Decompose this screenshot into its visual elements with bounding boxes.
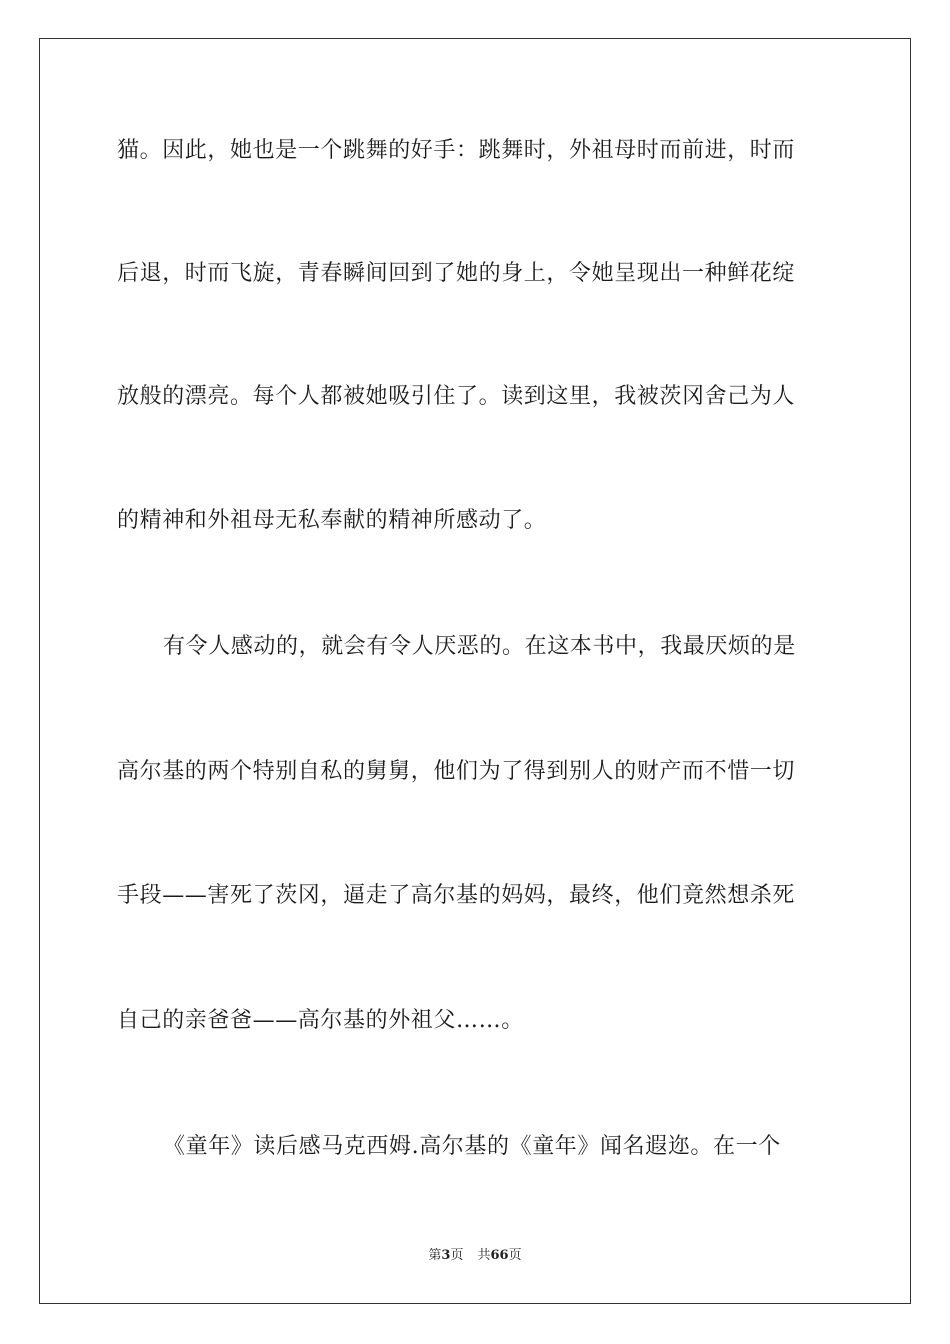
total-prefix: 共 [477, 1248, 491, 1263]
page-suffix: 页 [450, 1248, 464, 1263]
body-line-1: 猫。因此，她也是一个跳舞的好手：跳舞时，外祖母时而前进，时而 [117, 138, 796, 163]
page-number: 3 [441, 1248, 451, 1263]
body-line-5: 有令人感动的，就会有令人厌恶的。在这本书中，我最厌烦的是 [163, 634, 796, 659]
body-line-9: 《童年》读后感马克西姆.高尔基的《童年》闻名遐迩。在一个 [163, 1134, 781, 1159]
page-footer [0, 1247, 950, 1265]
body-line-6: 高尔基的两个特别自私的舅舅，他们为了得到别人的财产而不惜一切 [117, 759, 796, 784]
total-pages: 66 [490, 1248, 509, 1263]
body-line-3: 放般的漂亮。每个人都被她吸引住了。读到这里，我被茨冈舍己为人 [117, 384, 796, 409]
body-line-8: 自己的亲爸爸——高尔基的外祖父……。 [117, 1008, 524, 1033]
total-suffix: 页 [508, 1248, 522, 1263]
page-border [39, 38, 911, 1304]
body-line-2: 后退，时而飞旋，青春瞬间回到了她的身上，令她呈现出一种鲜花绽 [117, 261, 796, 286]
body-line-7: 手段——害死了茨冈，逼走了高尔基的妈妈，最终，他们竟然想杀死 [117, 883, 796, 908]
page-prefix: 第 [428, 1248, 442, 1263]
body-line-4: 的精神和外祖母无私奉献的精神所感动了。 [117, 508, 547, 533]
